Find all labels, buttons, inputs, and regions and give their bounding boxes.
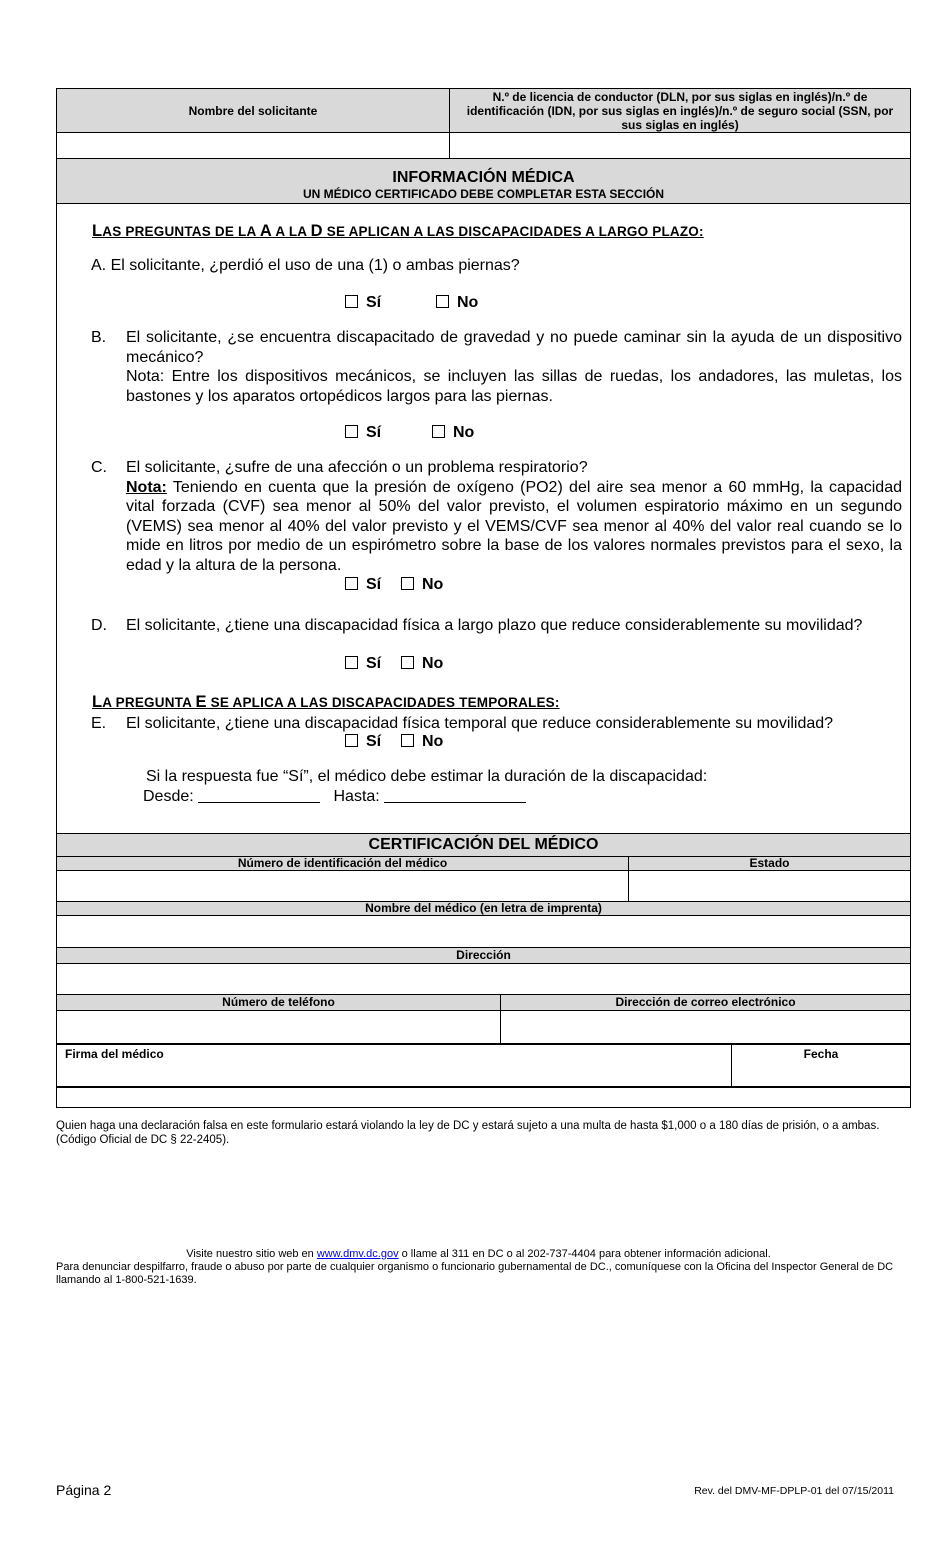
question-e-text: El solicitante, ¿tiene una discapacidad física temporal que reduce considerablemente su movilidad? xyxy=(126,715,834,732)
checkbox-icon[interactable] xyxy=(436,295,449,308)
certification-header xyxy=(56,833,911,857)
question-a-yes[interactable]: Sí xyxy=(345,294,381,312)
medical-subtitle: UN MÉDICO CERTIFICADO DEBE COMPLETAR ESTA SECCIÓN xyxy=(302,187,665,201)
email-field[interactable] xyxy=(500,1010,911,1044)
duration-fields xyxy=(143,787,526,807)
physician-id-field[interactable] xyxy=(56,870,629,902)
question-e-yes[interactable]: Sí xyxy=(345,733,381,751)
contact-line: Visite nuestro sitio web en www.dmv.dc.gov o llame al 311 en DC o al 202-737-4404 para obtener información adicional. xyxy=(186,1248,771,1260)
phone-header: Número de teléfono xyxy=(56,994,501,1011)
question-c-yes[interactable]: Sí xyxy=(345,576,381,594)
applicant-name-header xyxy=(56,88,450,133)
question-b-text: El solicitante, ¿se encuentra discapacitado de gravedad y no puede caminar sin la ayuda de un dispositivo mecánico? Nota: Entre los dispositivos mecánicos, se incluyen las sillas de ruedas, los andadores, las muletas, los bastones y los aparatos ortopédicos largos para las piernas. xyxy=(126,329,902,405)
certification-title: CERTIFICACIÓN DEL MÉDICO xyxy=(368,836,599,853)
question-b-no[interactable]: No xyxy=(432,424,474,442)
question-c-text: El solicitante, ¿sufre de una afección o un problema respiratorio? Nota: Teniendo en cuenta que la presión de oxígeno (PO2) del aire sea menor a 60 mmHg, la capacidad vital forzada (CVF) sea menor al 50% del valor previsto, el volumen espiratorio máximo en un segundo (VEMS) sea menor al 40% del valor previsto y el VEMS/CVF sea menor al 40% del valor real cuando se lo mide en litros por medio de un espirómetro sobre la base de los valores normales previstos para el sexo, la edad y la altura de la persona. xyxy=(126,459,902,574)
to-field[interactable] xyxy=(384,788,526,803)
physician-name-field[interactable] xyxy=(56,915,911,948)
id-number-label: N.º de licencia de conductor (DLN, por sus siglas en inglés)/n.º de identificación (IDN, por sus siglas en inglés)/n.º de seguro social (SSN, por sus siglas en inglés) xyxy=(466,89,894,132)
medical-title: INFORMACIÓN MÉDICA xyxy=(392,169,575,186)
to-label: Hasta: xyxy=(333,788,380,805)
question-d-no[interactable]: No xyxy=(401,655,443,673)
signature-field[interactable] xyxy=(56,1043,732,1088)
revision-label: Rev. del DMV-MF-DPLP-01 del 07/15/2011 xyxy=(694,1485,894,1497)
date-field[interactable] xyxy=(731,1043,911,1088)
physician-id-header: Número de identificación del médico xyxy=(56,856,629,871)
checkbox-icon[interactable] xyxy=(401,656,414,669)
checkbox-icon[interactable] xyxy=(401,734,414,747)
question-b-letter: B. xyxy=(91,329,107,346)
id-number-field[interactable] xyxy=(449,132,911,159)
from-field[interactable] xyxy=(198,788,320,803)
question-a-text: El solicitante, ¿perdió el uso de una (1) o ambas piernas? xyxy=(110,257,520,274)
disclaimer: Quien haga una declaración falsa en este formulario estará violando la ley de DC y estará sujeto a una multa de hasta $1,000 o a 180 días de prisión, o a ambas. (Código Oficial de DC § 22-2405). xyxy=(56,1120,880,1146)
question-c-letter: C. xyxy=(91,459,107,476)
long-term-heading: LAS PREGUNTAS DE LA A A LA D SE APLICAN A LAS DISCAPACIDADES A LARGO PLAZO: xyxy=(92,222,704,240)
checkbox-icon[interactable] xyxy=(401,577,414,590)
question-c-note-label: Nota: xyxy=(126,478,167,496)
applicant-name-label: Nombre del solicitante xyxy=(188,103,318,118)
state-field[interactable] xyxy=(628,870,911,902)
checkbox-icon[interactable] xyxy=(345,656,358,669)
question-c-no[interactable]: No xyxy=(401,576,443,594)
checkbox-icon[interactable] xyxy=(345,295,358,308)
address-field[interactable] xyxy=(56,963,911,995)
duration-text: Si la respuesta fue “Sí”, el médico debe estimar la duración de la discapacidad: xyxy=(146,768,708,785)
checkbox-icon[interactable] xyxy=(432,425,445,438)
from-label: Desde: xyxy=(143,788,194,805)
question-a xyxy=(91,256,520,276)
question-b-yes[interactable]: Sí xyxy=(345,424,381,442)
signature-label: Firma del médico xyxy=(65,1047,164,1061)
physician-name-header: Nombre del médico (en letra de imprenta) xyxy=(56,901,911,916)
page-number: Página 2 xyxy=(56,1482,112,1498)
checkbox-icon[interactable] xyxy=(345,425,358,438)
question-d-letter: D. xyxy=(91,617,107,634)
medical-header xyxy=(56,158,911,204)
question-d-text: El solicitante, ¿tiene una discapacidad física a largo plazo que reduce considerablemente su movilidad? xyxy=(126,617,863,634)
website-link[interactable]: www.dmv.dc.gov xyxy=(316,1248,399,1260)
applicant-name-field[interactable] xyxy=(56,132,450,159)
question-a-no[interactable]: No xyxy=(436,294,478,312)
phone-field[interactable] xyxy=(56,1010,501,1044)
checkbox-icon[interactable] xyxy=(345,734,358,747)
address-header: Dirección xyxy=(56,947,911,964)
date-label: Fecha xyxy=(803,1047,839,1061)
checkbox-icon[interactable] xyxy=(345,577,358,590)
id-number-header xyxy=(449,88,911,133)
question-a-letter: A. xyxy=(91,257,107,274)
report-text: Para denunciar despilfarro, fraude o abuso por parte de cualquier organismo o funcionario gubernamental de DC., comuníquese con la Oficina del Inspector General de DC llamando al 1-800-521-1639. xyxy=(56,1261,894,1286)
temporary-heading: LA PREGUNTA E SE APLICA A LAS DISCAPACIDADES TEMPORALES: xyxy=(92,693,560,711)
question-c-note: Teniendo en cuenta que la presión de oxígeno (PO2) del aire sea menor a 60 mmHg, la capacidad vital forzada (CVF) sea menor al 50% del valor previsto, el volumen espiratorio máximo en un segundo (VEMS) sea menor al 40% del valor previsto y el VEMS/CVF sea menor al 40% del valor real cuando se lo mide en litros por medio de un espirómetro sobre la base de los valores normales previstos para el sexo, la edad y la altura de la persona. xyxy=(126,478,902,574)
question-e-no[interactable]: No xyxy=(401,733,443,751)
question-b-note: Nota: Entre los dispositivos mecánicos, se incluyen las sillas de ruedas, los andadores, las muletas, los bastones y los aparatos ortopédicos largos para las piernas. xyxy=(126,368,902,405)
question-d-yes[interactable]: Sí xyxy=(345,655,381,673)
question-e-letter: E. xyxy=(91,715,107,732)
certification-bottom-spacer xyxy=(56,1087,911,1108)
state-header: Estado xyxy=(628,856,911,871)
email-header: Dirección de correo electrónico xyxy=(500,994,911,1011)
